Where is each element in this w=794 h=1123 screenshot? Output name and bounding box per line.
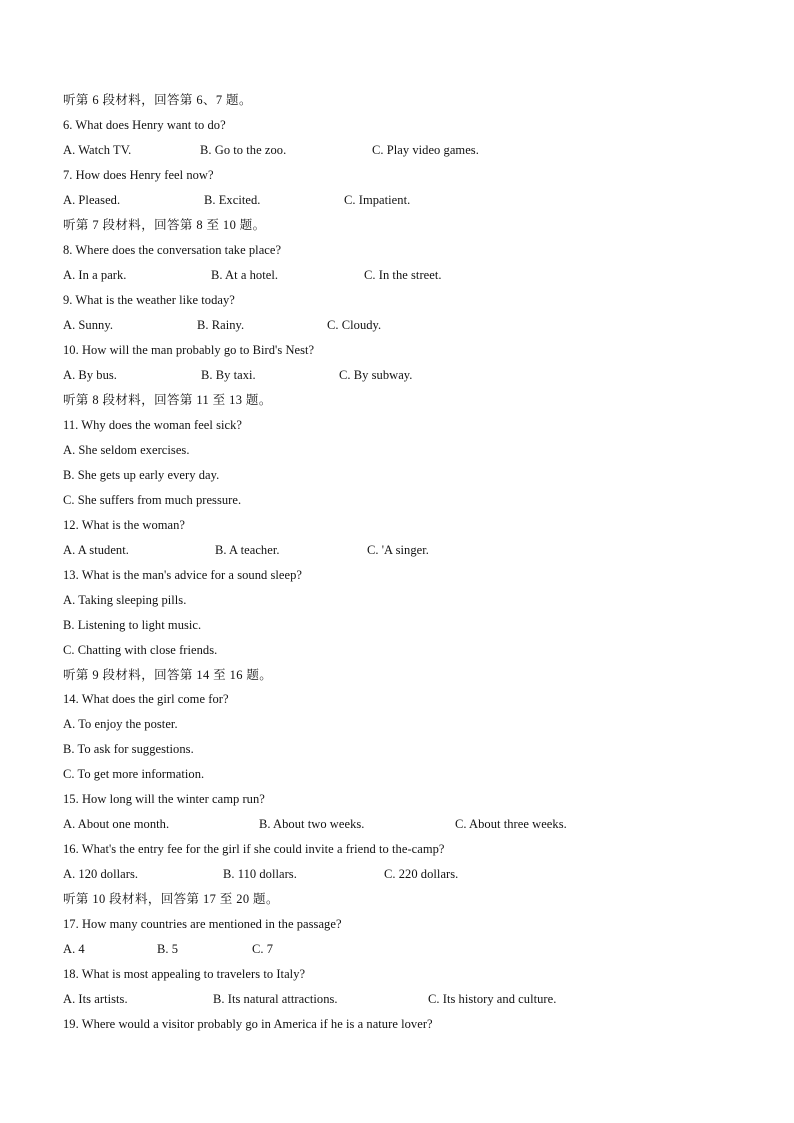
options-row-15 xyxy=(63,815,567,833)
option-a: A. Watch TV. xyxy=(63,143,132,157)
section-heading-8: 听第 8 段材料，回答第 11 至 13 题。 xyxy=(63,393,272,407)
option-b: B. Its natural attractions. xyxy=(213,992,338,1006)
question-16: 16. What's the entry fee for the girl if she could invite a friend to the-camp? xyxy=(63,842,445,856)
option-c: C. By subway. xyxy=(339,368,413,382)
options-row-10 xyxy=(63,366,413,384)
option-c: C. In the street. xyxy=(364,268,442,282)
options-row-18 xyxy=(63,990,557,1008)
option-b: B. By taxi. xyxy=(201,368,256,382)
option-b: B. She gets up early every day. xyxy=(63,468,220,482)
option-c: C. Cloudy. xyxy=(327,318,382,332)
question-9: 9. What is the weather like today? xyxy=(63,293,235,307)
option-a: A. In a park. xyxy=(63,268,127,282)
question-15: 15. How long will the winter camp run? xyxy=(63,792,265,806)
option-c: C. 220 dollars. xyxy=(384,867,459,881)
question-8: 8. Where does the conversation take place? xyxy=(63,243,282,257)
option-b: B. Rainy. xyxy=(197,318,245,332)
option-b: B. At a hotel. xyxy=(211,268,279,282)
options-row-7 xyxy=(63,191,411,209)
option-a: A. Pleased. xyxy=(63,193,121,207)
option-b: B. 5 xyxy=(157,942,179,956)
option-c: C. To get more information. xyxy=(63,767,205,781)
options-row-6 xyxy=(63,141,479,159)
options-row-12 xyxy=(63,541,429,559)
option-c: C. Its history and culture. xyxy=(428,992,557,1006)
option-c: C. 7 xyxy=(252,942,274,956)
section-heading-7: 听第 7 段材料，回答第 8 至 10 题。 xyxy=(63,218,266,232)
option-b: B. 110 dollars. xyxy=(223,867,297,881)
option-b: B. A teacher. xyxy=(215,543,280,557)
question-10: 10. How will the man probably go to Bird's Nest? xyxy=(63,343,315,357)
option-c: C. About three weeks. xyxy=(455,817,567,831)
question-7: 7. How does Henry feel now? xyxy=(63,168,214,182)
section-heading-6: 听第 6 段材料，回答第 6、7 题。 xyxy=(63,93,252,107)
option-b: B. Go to the zoo. xyxy=(200,143,287,157)
question-14: 14. What does the girl come for? xyxy=(63,692,229,706)
question-11: 11. Why does the woman feel sick? xyxy=(63,418,243,432)
option-c: C. Chatting with close friends. xyxy=(63,643,218,657)
option-a: A. Sunny. xyxy=(63,318,113,332)
options-row-9 xyxy=(63,316,382,334)
option-b: B. Excited. xyxy=(204,193,261,207)
option-b: B. To ask for suggestions. xyxy=(63,742,194,756)
option-b: B. Listening to light music. xyxy=(63,618,202,632)
option-a: A. Its artists. xyxy=(63,992,128,1006)
options-row-17 xyxy=(63,940,274,958)
options-row-8 xyxy=(63,266,442,284)
option-a: A. A student. xyxy=(63,543,129,557)
question-6: 6. What does Henry want to do? xyxy=(63,118,226,132)
option-c: C. Play video games. xyxy=(372,143,479,157)
option-c: C. She suffers from much pressure. xyxy=(63,493,242,507)
option-c: C. Impatient. xyxy=(344,193,411,207)
question-18: 18. What is most appealing to travelers to Italy? xyxy=(63,967,306,981)
option-a: A. Taking sleeping pills. xyxy=(63,593,187,607)
option-a: A. About one month. xyxy=(63,817,170,831)
options-row-16 xyxy=(63,865,459,883)
section-heading-10: 听第 10 段材料，回答第 17 至 20 题。 xyxy=(63,892,279,906)
question-17: 17. How many countries are mentioned in the passage? xyxy=(63,917,342,931)
question-12: 12. What is the woman? xyxy=(63,518,186,532)
option-c: C. 'A singer. xyxy=(367,543,429,557)
option-a: A. 120 dollars. xyxy=(63,867,139,881)
question-19: 19. Where would a visitor probably go in America if he is a nature lover? xyxy=(63,1017,433,1031)
option-a: A. By bus. xyxy=(63,368,117,382)
option-a: A. She seldom exercises. xyxy=(63,443,190,457)
question-13: 13. What is the man's advice for a sound sleep? xyxy=(63,568,303,582)
option-b: B. About two weeks. xyxy=(259,817,365,831)
option-a: A. 4 xyxy=(63,942,85,956)
section-heading-9: 听第 9 段材料，回答第 14 至 16 题。 xyxy=(63,668,273,682)
option-a: A. To enjoy the poster. xyxy=(63,717,178,731)
